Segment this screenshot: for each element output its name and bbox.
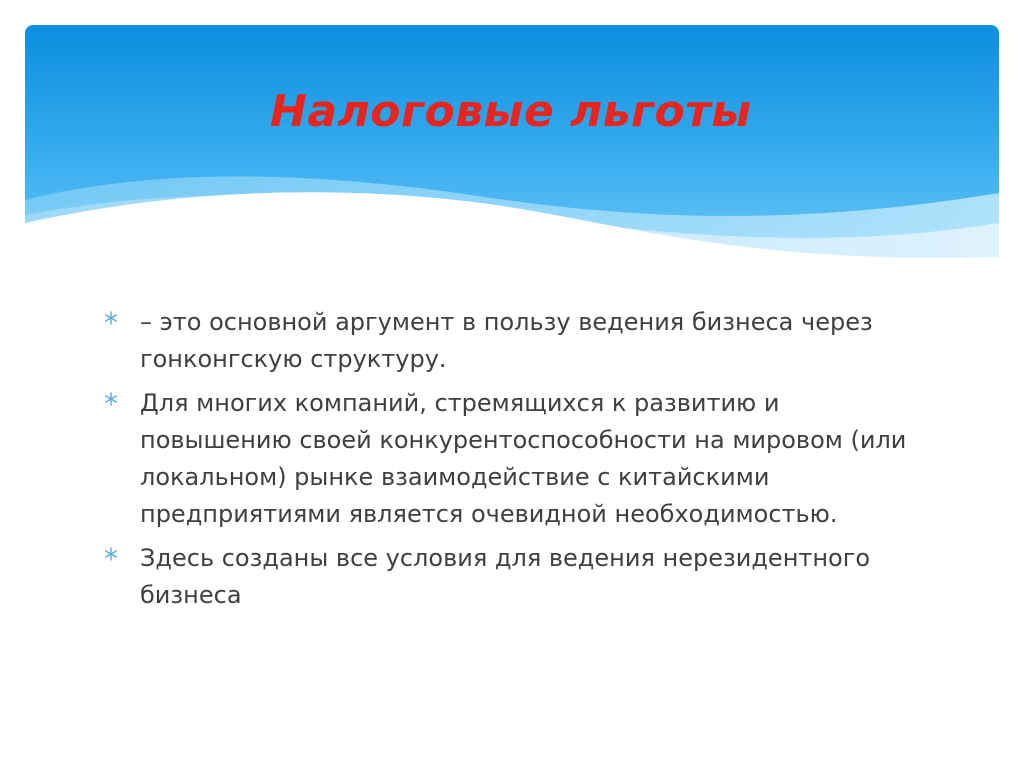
list-item xyxy=(104,540,924,614)
asterisk-bullet-icon xyxy=(104,392,118,406)
bullet-text: – это основной аргумент в пользу ведения бизнеса через гонконгскую структуру. xyxy=(140,308,873,373)
wave-background xyxy=(25,25,999,295)
bullet-text: Для многих компаний, стремящихся к развитию и повышению своей конкурентоспособности на мировом (или локальном) рынке взаимодействие с китайскими предприятиями является очевидной необходимостью. xyxy=(140,389,907,528)
slide-title: Налоговые льготы xyxy=(270,86,752,137)
bullet-text: Здесь созданы все условия для ведения нерезидентного бизнеса xyxy=(140,544,871,609)
bullet-list xyxy=(104,304,924,621)
asterisk-bullet-icon xyxy=(104,311,118,325)
asterisk-bullet-icon xyxy=(104,547,118,561)
list-item xyxy=(104,304,924,378)
list-item xyxy=(104,385,924,533)
header-banner xyxy=(25,25,999,295)
